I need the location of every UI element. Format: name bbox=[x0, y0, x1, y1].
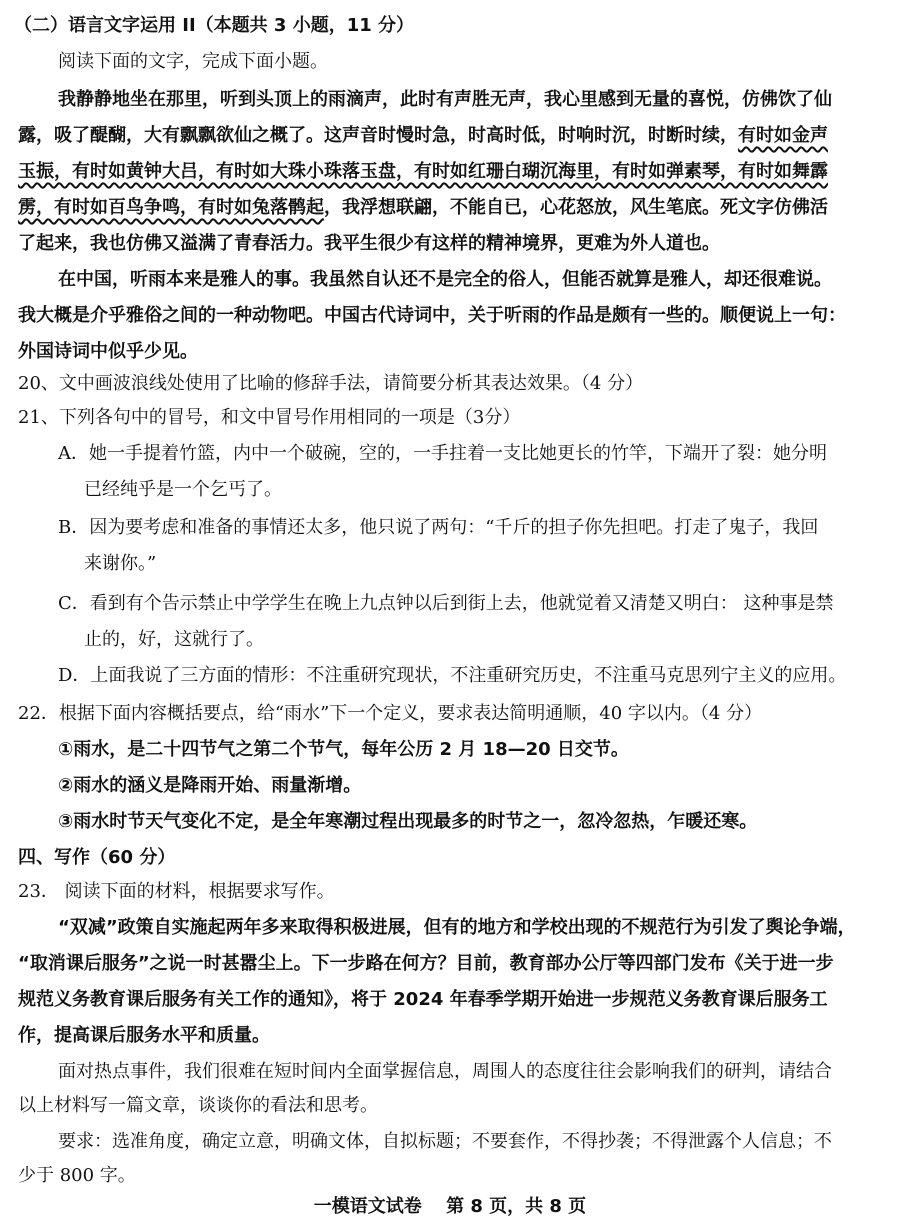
section-header: （二）语言文字运用 II（本题共 3 小题，11 分） bbox=[14, 15, 415, 36]
passage-line bbox=[18, 196, 828, 220]
question-22-item: ③雨水时节天气变化不定，是全年寒潮过程出现最多的时节之一，忽冷忽热，乍暖还寒。 bbox=[58, 811, 758, 832]
question-22-item: ①雨水，是二十四节气之第二个节气，每年公历 2 月 18—20 日交节。 bbox=[58, 739, 629, 760]
question-22-item: ②雨水的涵义是降雨开始、雨量渐增。 bbox=[58, 775, 362, 796]
passage-line: 我静静地坐在那里，听到头顶上的雨滴声，此时有声胜无声，我心里感到无量的喜悦，仿佛饮了仙 bbox=[58, 89, 832, 110]
question-22-stem: 22．根据下面内容概括要点，给“雨水”下一个定义，要求表达简明通顺，40 字以内。（4 分） bbox=[18, 703, 763, 724]
requirements-line: 少于 800 字。 bbox=[18, 1165, 136, 1186]
passage-line: 了起来，我也仿佛又溢满了青春活力。我平生很少有这样的精神境界，更难为外人道也。 bbox=[18, 233, 720, 254]
material-line: 规范义务教育课后服务有关工作的通知》，将于 2024 年春季学期开始进一步规范义务教育课后服务工 bbox=[18, 989, 828, 1010]
section-header-writing: 四、写作（60 分） bbox=[18, 847, 176, 868]
option-a: A．她一手提着竹篮，内中一个破碗，空的，一手拄着一支比她更长的竹竿，下端开了裂：她分明 bbox=[58, 443, 827, 464]
option-c-cont: 止的，好，这就行了。 bbox=[84, 629, 264, 650]
question-20: 20、文中画波浪线处使用了比喻的修辞手法，请简要分析其表达效果。（4 分） bbox=[18, 373, 644, 394]
wavy-underline-text: 玉振，有时如黄钟大吕，有时如大珠小珠落玉盘，有时如红珊白瑚沉海里，有时如弹素琴，有时如舞霹 bbox=[18, 161, 828, 182]
passage-text: ，我浮想联翩，不能自已，心花怒放，风生笔底。死文字仿佛活 bbox=[324, 197, 828, 218]
wavy-underline-text: 有时如金声 bbox=[738, 125, 828, 146]
option-c: C．看到有个告示禁止中学学生在晚上九点钟以后到街上去，他就觉着又清楚又明白： 这种事是禁 bbox=[58, 593, 834, 614]
option-a-cont: 已经纯乎是一个乞丐了。 bbox=[84, 479, 282, 500]
wavy-underline-text: 雳，有时如百鸟争鸣，有时如兔落鹘起 bbox=[18, 197, 324, 218]
instruction: 阅读下面的文字，完成下面小题。 bbox=[58, 51, 328, 72]
page-footer: 一模语文试卷 第 8 页，共 8 页 bbox=[313, 1196, 587, 1217]
material-line: “双减”政策自实施起两年多来取得积极进展，但有的地方和学校出现的不规范行为引发了舆论争端， bbox=[58, 917, 856, 938]
question-23-stem: 23． 阅读下面的材料，根据要求写作。 bbox=[18, 881, 335, 902]
passage-line: 我大概是介乎雅俗之间的一种动物吧。中国古代诗词中，关于听雨的作品是颇有一些的。顺便说上一句： bbox=[18, 305, 846, 326]
passage-line: 在中国，听雨本来是雅人的事。我虽然自认还不是完全的俗人，但能否就算是雅人，却还很难说。 bbox=[58, 269, 832, 290]
requirements-line: 要求：选准角度，确定立意，明确文体，自拟标题；不要套作，不得抄袭；不得泄露个人信息；不 bbox=[58, 1131, 832, 1152]
question-21-stem: 21、下列各句中的冒号，和文中冒号作用相同的一项是（3分） bbox=[18, 407, 521, 428]
material-line: “取消课后服务”之说一时甚嚣尘上。下一步路在何方？目前，教育部办公厅等四部门发布《关于进一步 bbox=[18, 953, 834, 974]
passage-text: 露，吸了醍醐，大有飘飘欲仙之概了。这声音时慢时急，时高时低，时响时沉，时断时续， bbox=[18, 125, 738, 146]
passage-line bbox=[18, 124, 828, 148]
passage-line: 外国诗词中似乎少见。 bbox=[18, 341, 198, 362]
prompt-line: 面对热点事件，我们很难在短时间内全面掌握信息，周围人的态度往往会影响我们的研判，请结合 bbox=[58, 1061, 832, 1082]
prompt-line: 以上材料写一篇文章，谈谈你的看法和思考。 bbox=[18, 1095, 378, 1116]
option-b-cont: 来谢你。” bbox=[84, 553, 157, 574]
option-b: B．因为要考虑和准备的事情还太多，他只说了两句：“千斤的担子你先担吧。打走了鬼子，我回 bbox=[58, 517, 819, 538]
material-line: 作，提高课后服务水平和质量。 bbox=[18, 1025, 270, 1046]
option-d: D．上面我说了三方面的情形：不注重研究现状，不注重研究历史，不注重马克思列宁主义的应用。 bbox=[58, 665, 847, 686]
